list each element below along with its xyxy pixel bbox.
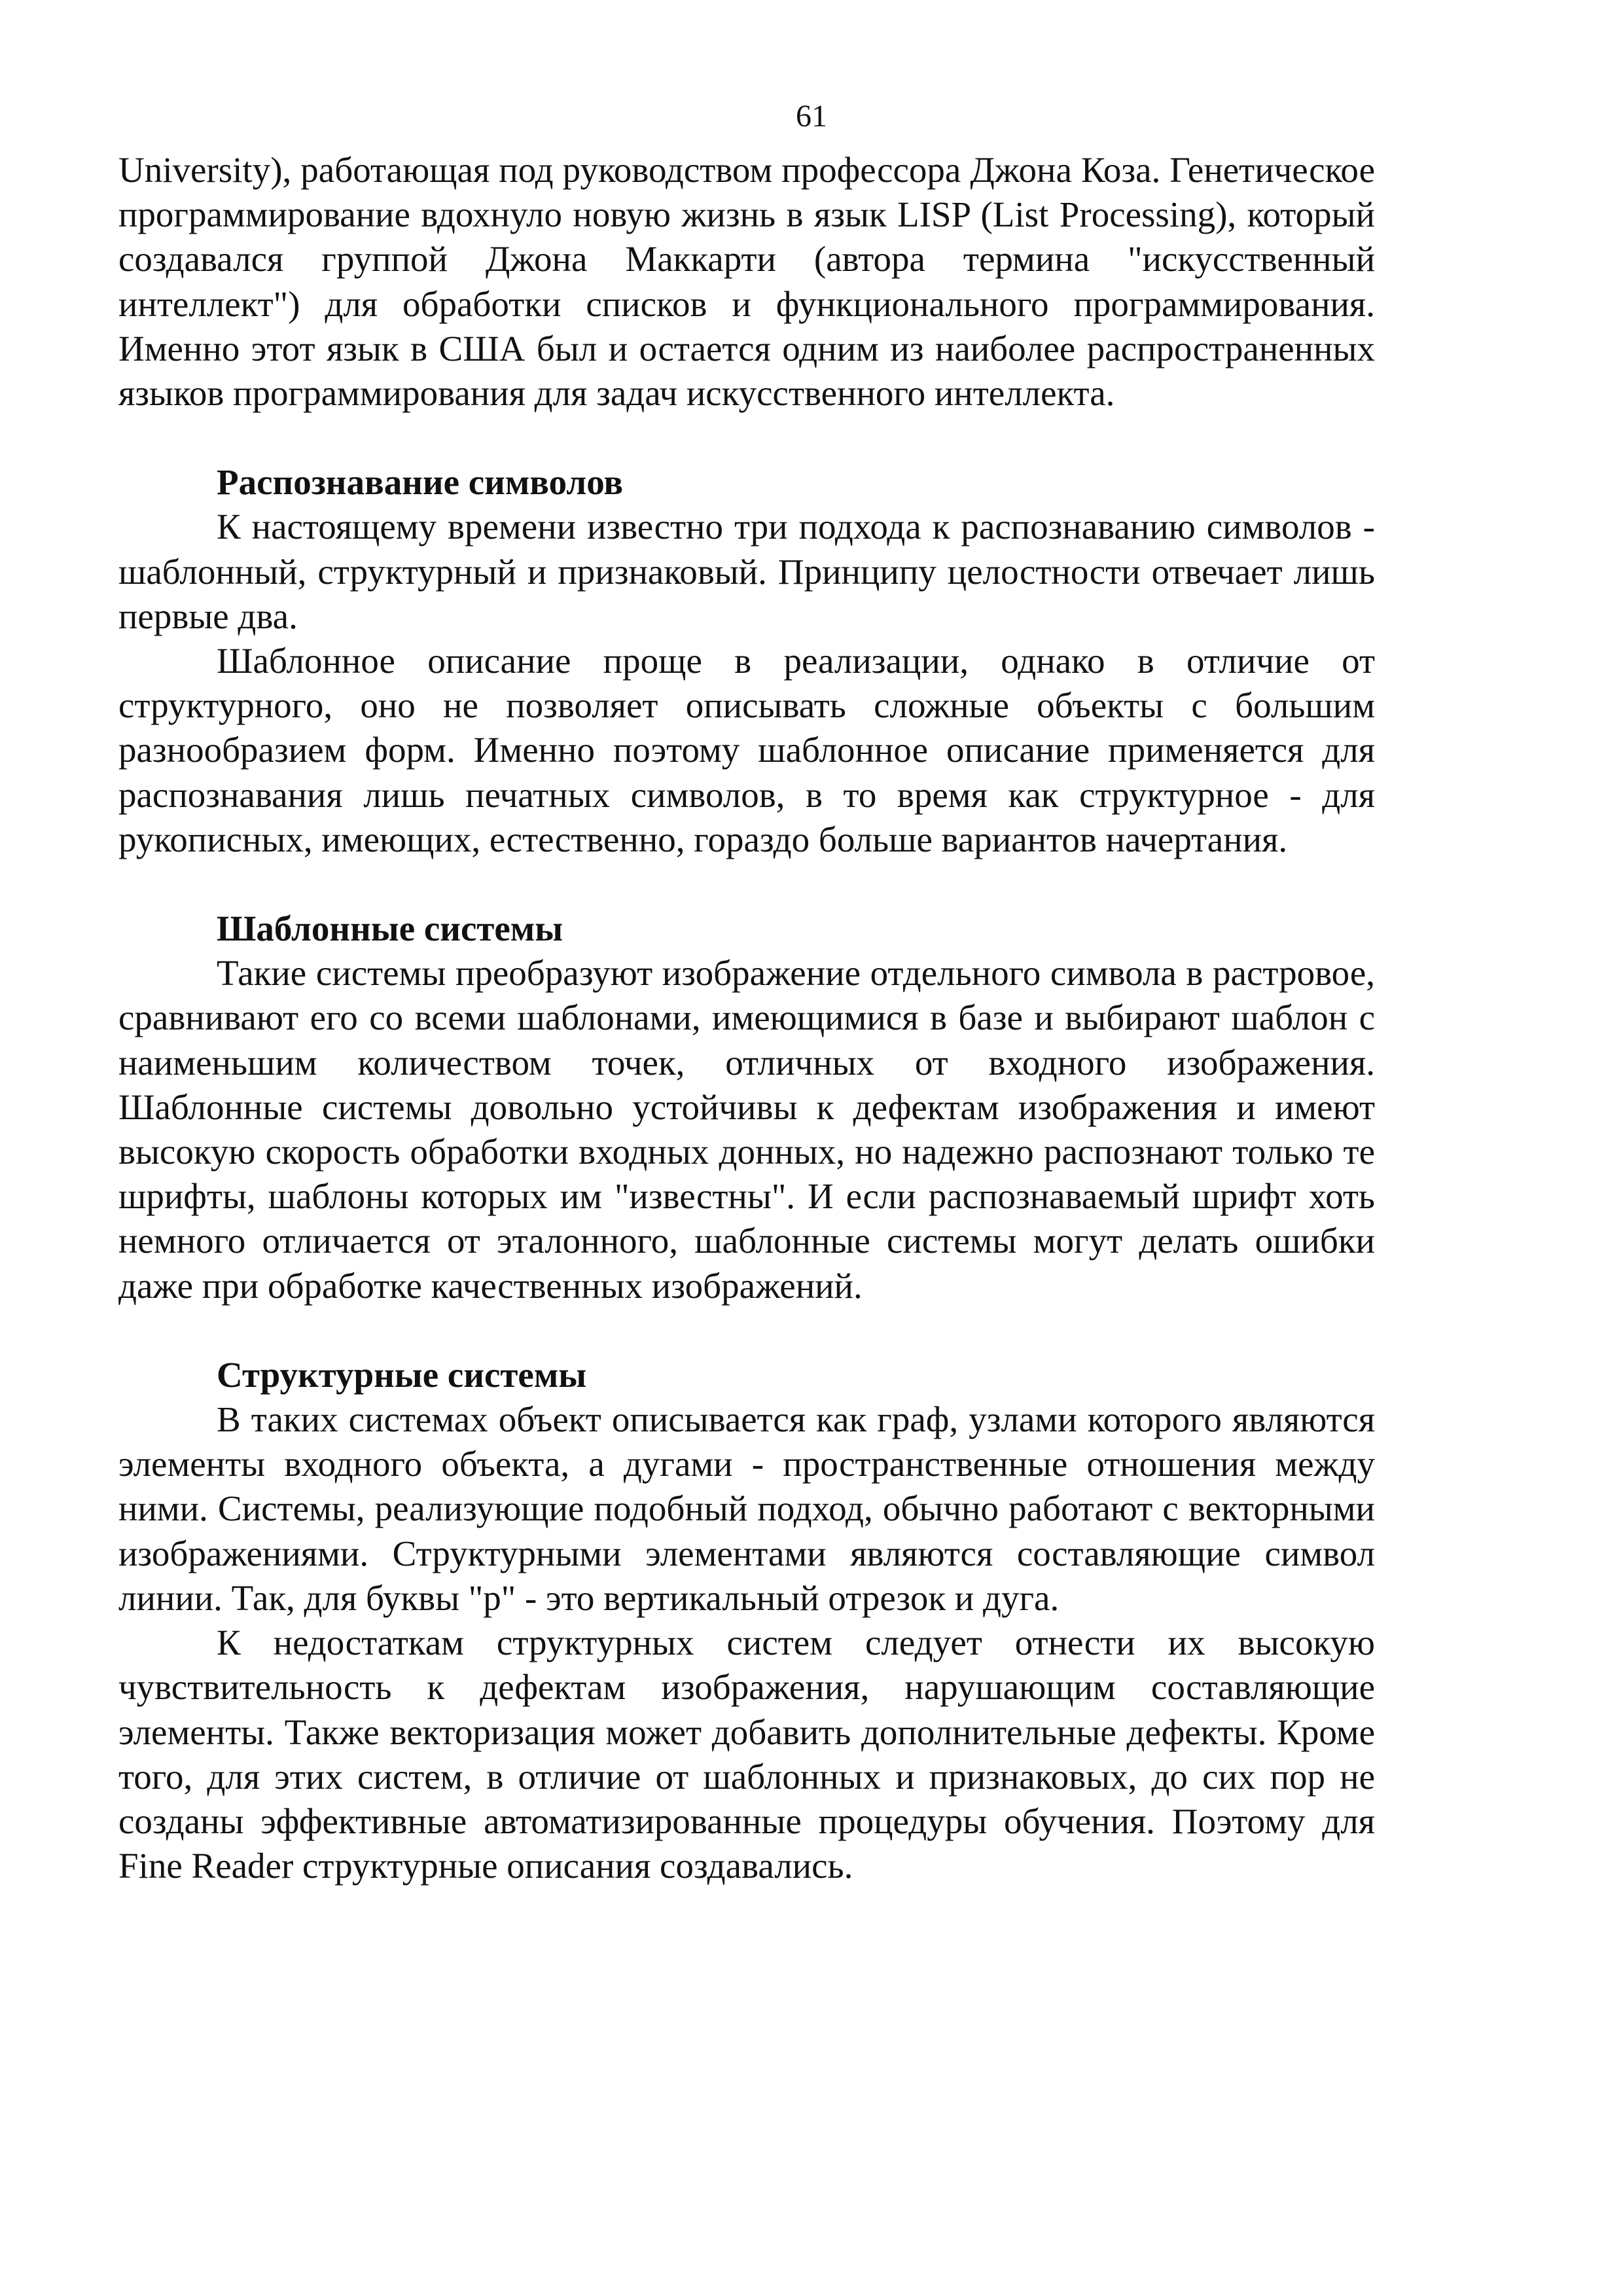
paragraph-structural-systems: В таких системах объект описывается как граф, узлами которого являются элементы входного объекта, а дугами - пространственные отношения между ними. Системы, реализующие подобный подход, обычно работают с векторными изображениями. Структурными элементами являются составляющие символ линии. Так, для буквы "р" - это вертикальный отрезок и дуга. bbox=[118, 1399, 1375, 1618]
paragraph-approaches: К настоящему времени известно три подхода к распознаванию символов - шаблонный, структурный и признаковый. Принципу целостности отвечает лишь первые два. bbox=[118, 507, 1375, 636]
paragraph-template-systems: Такие системы преобразуют изображение отдельного символа в растровое, сравнивают его со всеми шаблонами, имеющимися в базе и выбирают шаблон с наименьшим количеством точек, отличных от входного изображения. Шаблонные системы довольно устойчивы к дефектам изображения и имеют высокую скорость обработки входных донных, но надежно распознают только те шрифты, шаблоны которых им "известны". И если распознаваемый шрифт хоть немного отличается от эталонного, шаблонные системы могут делать ошибки даже при обработке качественных изображений. bbox=[118, 953, 1375, 1306]
paragraph-lisp: University), работающая под руководством профессора Джона Коза. Генетическое программирование вдохнуло новую жизнь в язык LISP (List Processing), который создавался группой Джона Маккарти (автора термина "искусственный интеллект") для обработки списков и функционального программирования. Именно этот язык в США был и остается одним из наиболее распространенных языков программирования для задач искусственного интеллекта. bbox=[118, 150, 1375, 414]
page-number: 61 bbox=[796, 99, 827, 134]
heading-template-systems: Шаблонные системы bbox=[217, 908, 563, 949]
heading-structural-systems: Структурные системы bbox=[217, 1354, 587, 1395]
paragraph-structural-drawbacks: К недостаткам структурных систем следует отнести их высокую чувствительность к дефектам изображения, нарушающим составляющие элементы. Также векторизация может добавить дополнительные дефекты. Кроме того, для этих систем, в отличие от шаблонных и признаковых, до сих пор не созданы эффективные автоматизированные процедуры обучения. Поэтому для Fine Reader структурные описания создавались. bbox=[118, 1623, 1375, 1886]
heading-symbol-recognition: Распознавание символов bbox=[217, 462, 624, 503]
page-body bbox=[118, 148, 1375, 1888]
paragraph-template-description: Шаблонное описание проще в реализации, однако в отличие от структурного, оно не позволяет описывать сложные объекты с большим разнообразием форм. Именно поэтому шаблонное описание применяется для распознавания лишь печатных символов, в то время как структурное - для рукописных, имеющих, естественно, гораздо больше вариантов начертания. bbox=[118, 641, 1375, 859]
